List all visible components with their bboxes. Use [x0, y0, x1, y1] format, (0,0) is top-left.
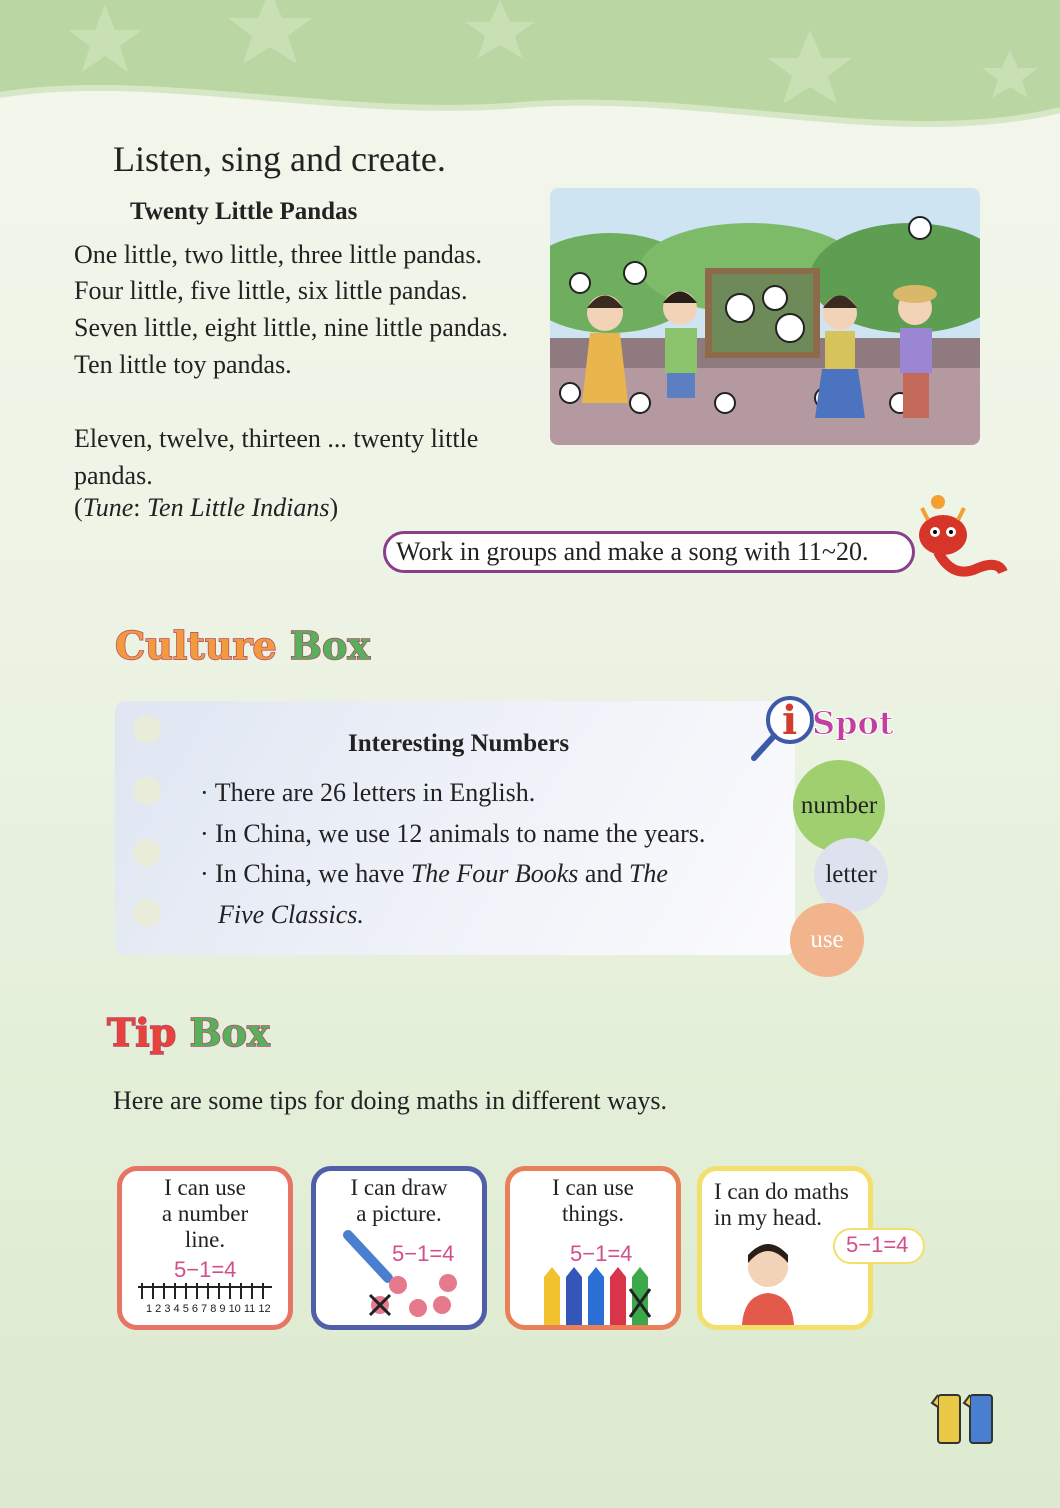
binder-hole — [133, 839, 161, 867]
song-line: Ten little toy pandas. — [74, 350, 292, 379]
song-title: Twenty Little Pandas — [130, 198, 358, 225]
spot-i-letter: i — [782, 697, 798, 744]
box-word: Box — [289, 623, 371, 668]
song-tune: (Tune: Ten Little Indians) — [74, 493, 339, 522]
binder-hole — [133, 899, 161, 927]
card-text: I can draw a picture. — [350, 1175, 448, 1226]
speech-bubble: Work in groups and make a song with 11~20. — [383, 531, 915, 573]
pencil-flowers-icon — [330, 1223, 480, 1323]
card-text: I can use things. — [552, 1175, 634, 1226]
word-bubble-use: use — [790, 903, 864, 977]
tune-label: Tune — [82, 493, 134, 522]
song-line: Four little, five little, six little pandas. — [74, 276, 468, 305]
child-thinking-icon — [738, 1237, 798, 1327]
binder-hole — [133, 715, 161, 743]
tip-box-title — [107, 1010, 270, 1055]
panda-zoo-illustration — [550, 188, 980, 445]
tips-intro: Here are some tips for doing maths in different ways. — [113, 1086, 668, 1115]
tip-word: Tip — [107, 1010, 177, 1055]
word-bubble-letter: letter — [814, 838, 888, 912]
tip-card-number-line — [117, 1166, 293, 1330]
book-title: The — [628, 859, 668, 888]
spot-word: Spot — [812, 704, 894, 742]
tip-card-draw-picture — [311, 1166, 487, 1330]
crayons-icon — [540, 1267, 660, 1327]
book-title: Five Classics. — [218, 900, 364, 929]
tune-name: Ten Little Indians — [146, 493, 330, 522]
bullet-item: · In China, we have The Four Books and The — [200, 859, 668, 888]
card-equation: 5−1=4 — [570, 1241, 633, 1266]
culture-box-title — [115, 623, 370, 668]
top-banner — [0, 0, 1060, 140]
box-word: Box — [189, 1010, 270, 1055]
word-bubble-number: number — [793, 760, 885, 852]
thought-equation: 5−1=4 — [846, 1232, 909, 1257]
number-line-labels: 1 2 3 4 5 6 7 8 9 10 11 12 — [146, 1303, 271, 1315]
section-heading: Listen, sing and create. — [113, 139, 446, 179]
song-last-line: Eleven, twelve, thirteen ... twenty little pandas. — [74, 424, 479, 490]
song-line: One little, two little, three little pandas. — [74, 240, 482, 269]
song-line: Seven little, eight little, nine little pandas. — [74, 313, 508, 342]
bullet-continuation — [218, 895, 364, 935]
card-text: I can use a number line. — [161, 1175, 249, 1252]
book-title: The Four Books — [410, 859, 579, 888]
bullet-item: · There are 26 letters in English. — [200, 778, 536, 807]
bullet-item: · In China, we use 12 animals to name the years. — [200, 819, 706, 848]
info-heading: Interesting Numbers — [348, 730, 570, 757]
dragon-mascot-icon — [908, 490, 1008, 590]
card-equation: 5−1=4 — [174, 1257, 237, 1282]
i-spot-logo — [748, 688, 908, 768]
card-equation: 5−1=4 — [392, 1241, 455, 1266]
bullet-text: and — [584, 859, 623, 888]
bullet-text: There are 26 letters in English. — [214, 778, 536, 807]
page-number — [930, 1385, 1010, 1445]
culture-word: Culture — [115, 623, 277, 668]
card-text: I can do maths in my head. — [714, 1179, 849, 1230]
bullet-text: In China, we have — [215, 859, 405, 888]
binder-hole — [133, 777, 161, 805]
tip-card-use-things — [505, 1166, 681, 1330]
number-line-icon — [136, 1281, 276, 1303]
bullet-text: In China, we use 12 animals to name the years. — [215, 819, 706, 848]
